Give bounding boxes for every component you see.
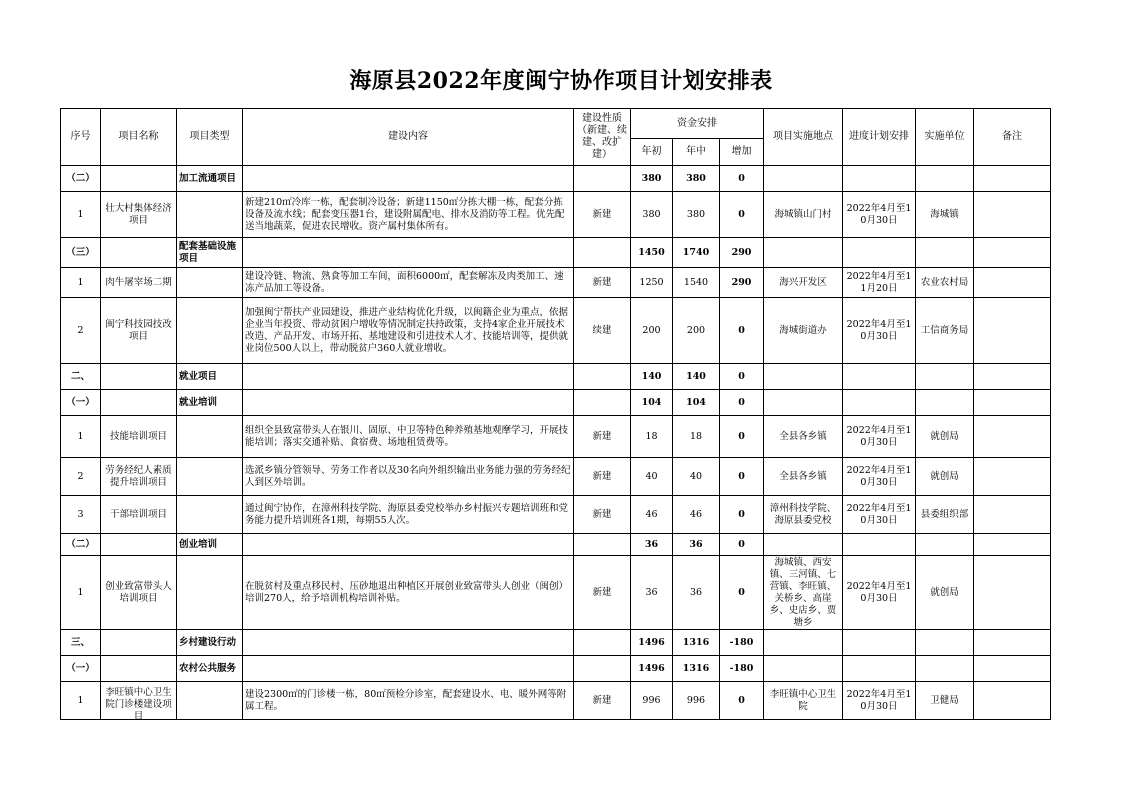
table-row — [61, 192, 1051, 238]
cell-inc: 0 — [720, 166, 764, 192]
cell-type — [177, 192, 243, 238]
cell-content — [243, 238, 574, 268]
cell-location: 海城镇、西安镇、三河镇、七营镇、李旺镇、关桥乡、高崖乡、史店乡、贾塘乡 — [764, 556, 843, 630]
cell-inc: -180 — [720, 630, 764, 656]
cell-name: 创业致富带头人培训项目 — [101, 556, 177, 630]
cell-location — [764, 238, 843, 268]
cell-name — [101, 390, 177, 416]
cell-seq: 二、 — [61, 364, 101, 390]
header-nature: 建设性质（新建、续建、改扩建） — [574, 109, 631, 166]
cell-note — [974, 416, 1051, 458]
cell-unit — [916, 656, 974, 682]
cell-schedule: 2022年4月至10月30日 — [843, 682, 916, 720]
table-row — [61, 364, 1051, 390]
cell-start: 1496 — [631, 630, 673, 656]
cell-type: 就业项目 — [177, 364, 243, 390]
cell-unit: 海城镇 — [916, 192, 974, 238]
cell-name-text: 李旺镇中心卫生院门诊楼建设项目 — [105, 686, 172, 722]
cell-content: 选派乡镇分管领导、劳务工作者以及30名向外组织输出业务能力强的劳务经纪人到区外培训。 — [243, 458, 574, 496]
cell-inc: 0 — [720, 298, 764, 364]
cell-type: 创业培训 — [177, 534, 243, 556]
cell-unit: 就创局 — [916, 458, 974, 496]
cell-seq: （二） — [61, 534, 101, 556]
cell-inc: 0 — [720, 364, 764, 390]
cell-name — [101, 630, 177, 656]
cell-content: 加强闽宁帮扶产业园建设，推进产业结构优化升级，以闽籍企业为重点，依据企业当年投资、带动贫困户增收等情况制定扶持政策，支持4家企业开展技术改造、产品开发、市场开拓、基地建设和引进技术人才、技能培训等，提供就业岗位500人以上，带动脱贫户360人就业增收。 — [243, 298, 574, 364]
cell-content: 建设2300㎡的门诊楼一栋，80㎡预检分诊室，配套建设水、电、暖外网等附属工程。 — [243, 682, 574, 720]
plan-table — [60, 108, 1051, 720]
cell-nature: 新建 — [574, 458, 631, 496]
cell-type: 乡村建设行动 — [177, 630, 243, 656]
header-mid: 年中 — [673, 139, 720, 166]
cell-note — [974, 166, 1051, 192]
cell-inc: 0 — [720, 458, 764, 496]
cell-content: 新建210㎡冷库一栋，配套制冷设备；新建1150㎡分拣大棚一栋，配套分拣设备及流水线；配套变压器1台，建设附属配电、排水及消防等工程。优先配送当地蔬菜，促进农民增收。资产属村集体所有。 — [243, 192, 574, 238]
cell-seq: （一） — [61, 656, 101, 682]
cell-location: 海兴开发区 — [764, 268, 843, 298]
cell-type: 就业培训 — [177, 390, 243, 416]
cell-inc: 290 — [720, 238, 764, 268]
cell-location — [764, 166, 843, 192]
cell-inc: 290 — [720, 268, 764, 298]
cell-note — [974, 458, 1051, 496]
cell-nature: 新建 — [574, 556, 631, 630]
cell-unit — [916, 166, 974, 192]
table-row — [61, 458, 1051, 496]
cell-mid: 40 — [673, 458, 720, 496]
cell-name — [101, 238, 177, 268]
header-inc: 增加 — [720, 139, 764, 166]
table-row — [61, 166, 1051, 192]
cell-seq: （一） — [61, 390, 101, 416]
cell-mid: 46 — [673, 496, 720, 534]
header-schedule: 进度计划安排 — [843, 109, 916, 166]
cell-content: 组织全县致富带头人在银川、固原、中卫等特色种养殖基地观摩学习，开展技能培训；落实交通补贴、食宿费、场地租赁费等。 — [243, 416, 574, 458]
table-row — [61, 496, 1051, 534]
cell-schedule — [843, 656, 916, 682]
cell-location — [764, 630, 843, 656]
cell-type: 加工流通项目 — [177, 166, 243, 192]
cell-schedule — [843, 630, 916, 656]
cell-start: 1450 — [631, 238, 673, 268]
table-row — [61, 390, 1051, 416]
cell-seq: 1 — [61, 416, 101, 458]
page-title: 海原县2022年度闽宁协作项目计划安排表 — [349, 68, 773, 94]
cell-start: 36 — [631, 556, 673, 630]
cell-inc: 0 — [720, 390, 764, 416]
cell-nature — [574, 630, 631, 656]
cell-seq: 3 — [61, 496, 101, 534]
header-type: 项目类型 — [177, 109, 243, 166]
table-row — [61, 416, 1051, 458]
cell-content: 通过闽宁协作，在漳州科技学院、海原县委党校举办乡村振兴专题培训班和党务能力提升培训班各1期，每期55人次。 — [243, 496, 574, 534]
cell-name: 劳务经纪人素质提升培训项目 — [101, 458, 177, 496]
cell-location: 海城镇山门村 — [764, 192, 843, 238]
cell-location — [764, 364, 843, 390]
cell-type — [177, 458, 243, 496]
cell-unit: 卫健局 — [916, 682, 974, 720]
cell-note — [974, 298, 1051, 364]
table-row — [61, 238, 1051, 268]
cell-note — [974, 390, 1051, 416]
cell-content — [243, 166, 574, 192]
cell-schedule — [843, 390, 916, 416]
cell-unit — [916, 238, 974, 268]
cell-seq: 三、 — [61, 630, 101, 656]
cell-note — [974, 364, 1051, 390]
cell-inc: 0 — [720, 496, 764, 534]
cell-location: 李旺镇中心卫生院 — [764, 682, 843, 720]
cell-type — [177, 682, 243, 720]
cell-mid: 200 — [673, 298, 720, 364]
cell-schedule — [843, 364, 916, 390]
cell-seq: 1 — [61, 268, 101, 298]
cell-content — [243, 364, 574, 390]
cell-note — [974, 496, 1051, 534]
cell-seq: 1 — [61, 682, 101, 720]
cell-content — [243, 390, 574, 416]
cell-start: 380 — [631, 166, 673, 192]
cell-seq: 1 — [61, 192, 101, 238]
cell-note — [974, 656, 1051, 682]
cell-note — [974, 238, 1051, 268]
cell-mid: 18 — [673, 416, 720, 458]
cell-unit: 就创局 — [916, 556, 974, 630]
cell-unit — [916, 630, 974, 656]
cell-schedule: 2022年4月至10月30日 — [843, 416, 916, 458]
cell-seq: 2 — [61, 458, 101, 496]
cell-name: 闽宁科技园技改项目 — [101, 298, 177, 364]
cell-seq: （三） — [61, 238, 101, 268]
header-seq: 序号 — [61, 109, 101, 166]
table-row — [61, 298, 1051, 364]
cell-mid: 36 — [673, 556, 720, 630]
cell-mid: 1540 — [673, 268, 720, 298]
cell-type: 农村公共服务 — [177, 656, 243, 682]
table-row — [61, 682, 1051, 720]
cell-nature: 新建 — [574, 682, 631, 720]
cell-note — [974, 682, 1051, 720]
cell-note — [974, 556, 1051, 630]
cell-nature: 新建 — [574, 192, 631, 238]
cell-nature — [574, 534, 631, 556]
cell-type — [177, 416, 243, 458]
cell-mid: 36 — [673, 534, 720, 556]
header-unit: 实施单位 — [916, 109, 974, 166]
cell-nature — [574, 390, 631, 416]
cell-mid: 996 — [673, 682, 720, 720]
cell-nature: 新建 — [574, 496, 631, 534]
cell-type — [177, 268, 243, 298]
cell-type — [177, 496, 243, 534]
cell-schedule: 2022年4月至10月30日 — [843, 298, 916, 364]
cell-name — [101, 364, 177, 390]
header-location: 项目实施地点 — [764, 109, 843, 166]
cell-note — [974, 534, 1051, 556]
cell-nature — [574, 364, 631, 390]
cell-type — [177, 298, 243, 364]
cell-start: 1250 — [631, 268, 673, 298]
header-name: 项目名称 — [101, 109, 177, 166]
cell-location: 漳州科技学院、海原县委党校 — [764, 496, 843, 534]
cell-name — [101, 166, 177, 192]
cell-unit: 工信商务局 — [916, 298, 974, 364]
cell-inc: 0 — [720, 556, 764, 630]
table-row — [61, 268, 1051, 298]
cell-note — [974, 192, 1051, 238]
cell-start: 36 — [631, 534, 673, 556]
cell-location — [764, 534, 843, 556]
cell-schedule — [843, 166, 916, 192]
table-row — [61, 534, 1051, 556]
cell-name — [101, 682, 177, 720]
cell-unit: 就创局 — [916, 416, 974, 458]
cell-schedule — [843, 238, 916, 268]
cell-name — [101, 534, 177, 556]
header-content: 建设内容 — [243, 109, 574, 166]
cell-unit — [916, 390, 974, 416]
cell-schedule: 2022年4月至10月30日 — [843, 496, 916, 534]
cell-location — [764, 390, 843, 416]
table-row — [61, 630, 1051, 656]
cell-nature: 续建 — [574, 298, 631, 364]
cell-start: 18 — [631, 416, 673, 458]
table-row — [61, 556, 1051, 630]
cell-mid: 140 — [673, 364, 720, 390]
cell-inc: -180 — [720, 656, 764, 682]
cell-start: 46 — [631, 496, 673, 534]
cell-schedule: 2022年4月至10月30日 — [843, 556, 916, 630]
cell-start: 40 — [631, 458, 673, 496]
cell-nature — [574, 238, 631, 268]
cell-unit — [916, 364, 974, 390]
cell-location: 全县各乡镇 — [764, 458, 843, 496]
cell-seq: （二） — [61, 166, 101, 192]
cell-nature — [574, 166, 631, 192]
cell-mid: 380 — [673, 166, 720, 192]
header-note: 备注 — [974, 109, 1051, 166]
cell-schedule: 2022年4月至10月30日 — [843, 192, 916, 238]
cell-inc: 0 — [720, 416, 764, 458]
cell-note — [974, 630, 1051, 656]
cell-unit: 县委组织部 — [916, 496, 974, 534]
cell-content — [243, 630, 574, 656]
cell-inc: 0 — [720, 192, 764, 238]
cell-seq: 2 — [61, 298, 101, 364]
cell-start: 140 — [631, 364, 673, 390]
cell-content — [243, 656, 574, 682]
cell-name: 干部培训项目 — [101, 496, 177, 534]
cell-mid: 104 — [673, 390, 720, 416]
cell-start: 996 — [631, 682, 673, 720]
cell-schedule: 2022年4月至11月20日 — [843, 268, 916, 298]
header-start: 年初 — [631, 139, 673, 166]
cell-inc: 0 — [720, 534, 764, 556]
cell-content — [243, 534, 574, 556]
cell-location: 海城街道办 — [764, 298, 843, 364]
cell-start: 200 — [631, 298, 673, 364]
cell-schedule — [843, 534, 916, 556]
cell-nature: 新建 — [574, 268, 631, 298]
cell-content: 建设冷链、物流、熟食等加工车间，面积6000㎡，配套解冻及肉类加工、速冻产品加工等设备。 — [243, 268, 574, 298]
cell-type — [177, 556, 243, 630]
cell-content: 在脱贫村及重点移民村、压砂地退出种植区开展创业致富带头人创业（闽创）培训270人，给予培训机构培训补贴。 — [243, 556, 574, 630]
cell-schedule: 2022年4月至10月30日 — [843, 458, 916, 496]
cell-inc: 0 — [720, 682, 764, 720]
table-row — [61, 656, 1051, 682]
cell-seq: 1 — [61, 556, 101, 630]
cell-start: 1496 — [631, 656, 673, 682]
cell-mid: 1316 — [673, 630, 720, 656]
cell-nature — [574, 656, 631, 682]
cell-type: 配套基础设施项目 — [177, 238, 243, 268]
cell-name: 技能培训项目 — [101, 416, 177, 458]
cell-note — [974, 268, 1051, 298]
cell-mid: 1740 — [673, 238, 720, 268]
cell-mid: 380 — [673, 192, 720, 238]
cell-unit — [916, 534, 974, 556]
header-funds: 资金安排 — [631, 109, 764, 139]
cell-start: 104 — [631, 390, 673, 416]
cell-location: 全县各乡镇 — [764, 416, 843, 458]
cell-mid: 1316 — [673, 656, 720, 682]
cell-nature: 新建 — [574, 416, 631, 458]
cell-location — [764, 656, 843, 682]
cell-name: 肉牛屠宰场二期 — [101, 268, 177, 298]
cell-start: 380 — [631, 192, 673, 238]
cell-name — [101, 656, 177, 682]
cell-name: 壮大村集体经济项目 — [101, 192, 177, 238]
cell-unit: 农业农村局 — [916, 268, 974, 298]
